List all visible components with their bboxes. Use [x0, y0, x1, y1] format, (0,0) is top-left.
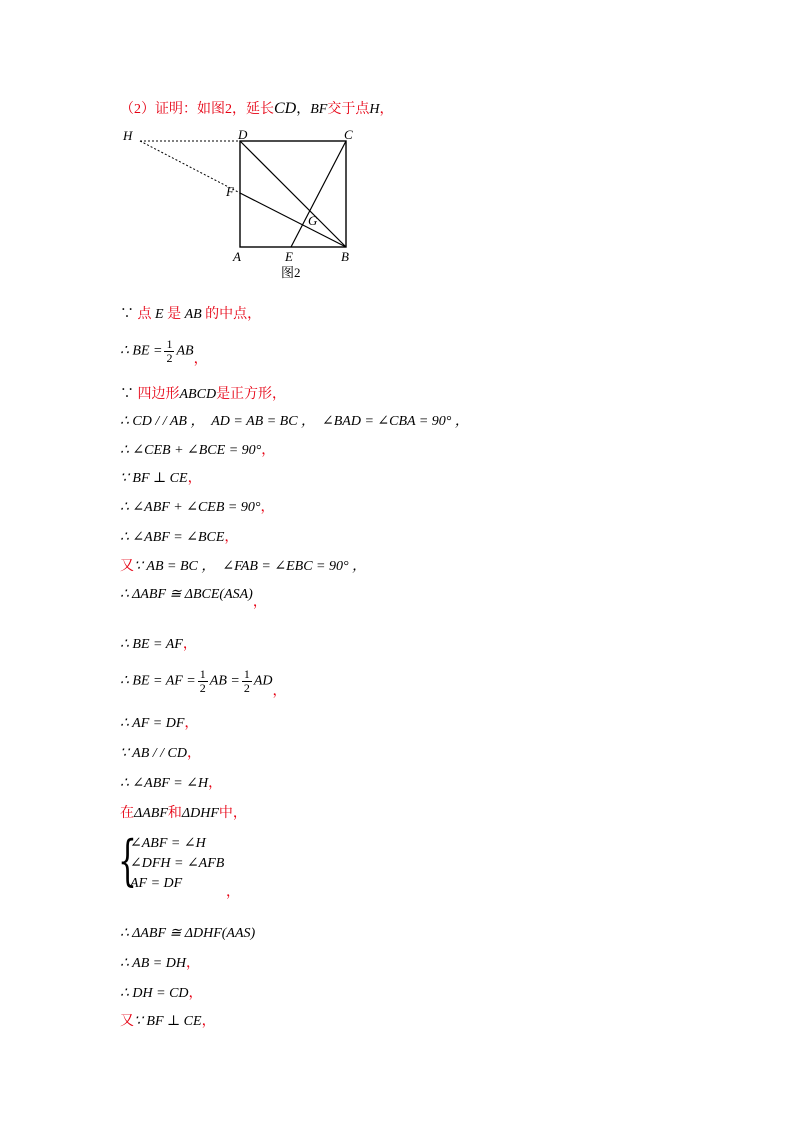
step-12 — [120, 667, 287, 699]
step-19 — [120, 985, 203, 1003]
s16-zai: 在 — [120, 806, 134, 821]
step-2 — [120, 338, 208, 365]
label-H: H — [123, 128, 133, 143]
s10-math: ∴ ΔABF ≅ ΔBCE(ASA) — [120, 587, 253, 602]
system-row-3: AF = DF — [130, 876, 183, 891]
s12-frac-1 — [198, 668, 208, 695]
s19-comma: ， — [188, 986, 203, 1001]
s20-math: ∵ BF ⊥ CE — [134, 1014, 202, 1029]
line-DB — [240, 141, 346, 247]
s1-c: 的中点 — [205, 307, 248, 322]
step-3 — [120, 386, 286, 404]
s12-frac-2 — [242, 668, 252, 695]
s1-b: 是 — [167, 307, 182, 322]
s3-abcd: ABCD — [179, 387, 217, 402]
s3-b: 是正方形， — [216, 387, 287, 402]
step-11 — [120, 636, 197, 654]
s11-math: ∴ BE = AF — [120, 637, 183, 652]
s12-num2: 1 — [243, 667, 250, 681]
step-13 — [120, 715, 198, 733]
s20-comma: ， — [201, 1014, 216, 1029]
s5-math: ∴ ∠CEB + ∠BCE = 90° — [120, 443, 262, 458]
s16-t2: ΔDHF — [181, 806, 219, 821]
intro-mid: 交于点 — [327, 102, 370, 117]
s1-ab: AB — [184, 307, 202, 322]
line-EC — [291, 141, 346, 247]
s12-post: AD — [253, 673, 273, 689]
figure-caption: 图2 — [281, 265, 301, 280]
intro-prefix: （2）证明：如图2，延长 — [120, 102, 274, 117]
s2-comma: ， — [193, 351, 208, 367]
s1-a: 点 — [137, 307, 152, 322]
s13-comma: ， — [184, 716, 199, 731]
s11-comma: ， — [182, 637, 197, 652]
s6-comma: ， — [187, 471, 202, 486]
system-comma: ， — [226, 885, 240, 900]
s16-t1: ΔABF — [134, 806, 168, 821]
step-9 — [120, 558, 366, 576]
step-1 — [120, 306, 261, 324]
s1-pre: ∵ — [120, 307, 134, 322]
s2-den: 2 — [166, 351, 173, 365]
s2-num: 1 — [166, 337, 173, 351]
s1-d: ， — [247, 307, 262, 322]
step-7 — [120, 499, 274, 517]
step-17 — [120, 925, 255, 943]
s6-math: ∵ BF ⊥ CE — [120, 471, 188, 486]
intro-line — [120, 100, 393, 119]
line-HF — [140, 141, 240, 193]
s12-den1: 2 — [199, 681, 206, 695]
s9-math: ∵ AB = BC ， ∠FAB = ∠EBC = 90° ， — [134, 559, 367, 574]
line-FB — [240, 193, 346, 247]
s3-a: 四边形 — [137, 387, 180, 402]
s19-math: ∴ DH = CD — [120, 986, 189, 1001]
s8-math: ∴ ∠ABF = ∠BCE — [120, 530, 225, 545]
s2-post: AB — [176, 343, 194, 359]
step-6 — [120, 470, 202, 488]
s12-mid: AB = — [209, 673, 240, 689]
intro-bf: BF — [310, 102, 328, 117]
system-row-1: ∠ABF = ∠H — [130, 836, 206, 851]
s12-den2: 2 — [243, 681, 250, 695]
s3-pre: ∵ — [120, 387, 134, 402]
s1-e: E — [155, 307, 164, 322]
label-G: G — [308, 213, 318, 228]
s8-comma: ， — [224, 530, 239, 545]
s5-comma: ， — [261, 443, 276, 458]
s18-comma: ， — [185, 956, 200, 971]
step-4 — [120, 413, 469, 431]
s7-comma: ， — [260, 500, 275, 515]
s14-comma: ， — [187, 746, 201, 761]
step-5 — [120, 442, 275, 460]
system-row-2: ∠DFH = ∠AFB — [130, 856, 225, 871]
s10-comma: ， — [252, 595, 267, 610]
s2-pre: ∴ BE = — [120, 343, 163, 359]
step-18 — [120, 955, 200, 973]
step-16 — [120, 805, 247, 823]
s16-he: 和 — [167, 806, 182, 821]
intro-end: ， — [379, 102, 394, 117]
intro-h: H — [369, 102, 380, 117]
geometry-figure — [118, 124, 368, 284]
label-E: E — [285, 249, 293, 264]
s12-num1: 1 — [199, 667, 206, 681]
s7-math: ∴ ∠ABF + ∠CEB = 90° — [120, 500, 261, 515]
intro-sep: ， — [296, 102, 311, 117]
intro-cd: CD — [274, 100, 297, 117]
s2-frac — [164, 338, 174, 365]
label-A: A — [233, 249, 241, 264]
s15-math: ∴ ∠ABF = ∠H — [120, 776, 209, 791]
label-B: B — [341, 249, 349, 264]
s4-math: ∴ CD / / AB ， AD = AB = BC ， ∠BAD = ∠CBA = 90° ， — [120, 414, 469, 429]
s9-you: 又 — [120, 559, 134, 574]
step-10 — [120, 586, 267, 610]
step-8 — [120, 529, 238, 547]
s12-pre: ∴ BE = AF = — [120, 673, 196, 689]
s15-comma: ， — [208, 776, 223, 791]
s18-math: ∴ AB = DH — [120, 956, 186, 971]
step-20 — [120, 1013, 216, 1031]
s14-math: ∵ AB / / CD — [120, 746, 187, 761]
s20-you: 又 — [120, 1014, 134, 1029]
label-D: D — [238, 127, 248, 142]
s12-comma: ， — [272, 683, 287, 699]
s16-zhong: 中， — [218, 806, 247, 821]
step-15 — [120, 775, 222, 793]
system-brace: { — [118, 829, 137, 892]
step-14 — [120, 745, 201, 763]
label-C: C — [344, 127, 353, 142]
label-F: F — [226, 184, 234, 199]
s17-math: ∴ ΔABF ≅ ΔDHF(AAS) — [120, 926, 256, 941]
s13-math: ∴ AF = DF — [120, 716, 185, 731]
